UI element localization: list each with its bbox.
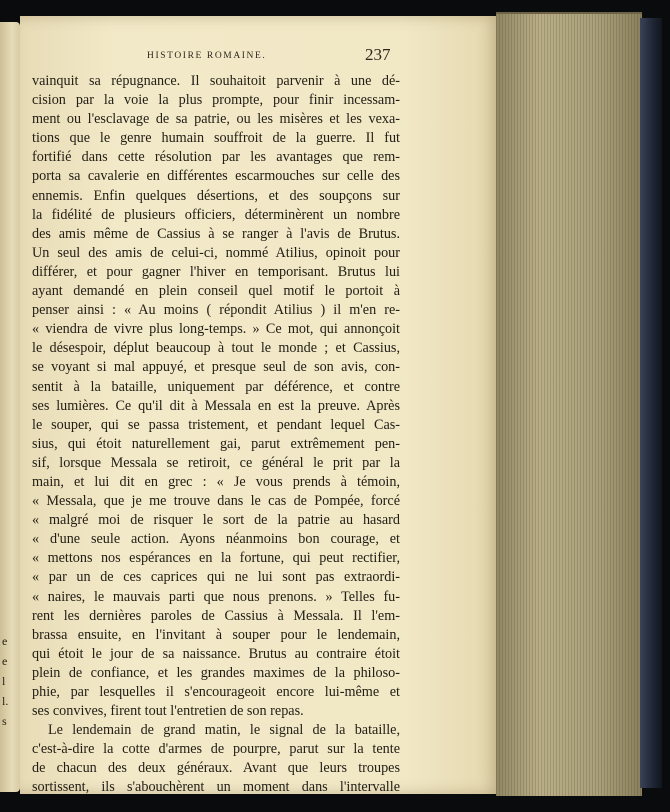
text-line: cision par la voie la plus prompte, pour finir incessam- <box>32 92 400 109</box>
text-line: rent les dernières paroles de Cassius à Messala. Il l'em- <box>32 607 400 624</box>
text-line: Un seul des amis de celui-ci, nommé Atilius, opinoit pour <box>32 244 400 261</box>
text-line: sentit à la bataille, uniquement par déférence, et contre <box>32 378 400 395</box>
text-line: tions que le genre humain souffroit de la guerre. Il fut <box>32 130 400 147</box>
previous-page-fragment: l. <box>2 694 9 708</box>
text-line: penser ainsi : « Au moins ( répondit Atilius ) il m'en re- <box>32 302 400 319</box>
text-line: phie, par lesquelles il s'encourageoit encore lui-même et <box>32 684 400 700</box>
text-line: ment ou l'esclavage de sa patrie, ou les misères et les vexa- <box>32 111 400 128</box>
previous-page-fragment: e <box>2 654 8 668</box>
text-line: c'est-à-dire la cotte d'armes de pourpre, parut sur la tente <box>32 741 400 758</box>
text-line: « naires, le mauvais parti que nous prenons. » Telles fu- <box>32 588 400 605</box>
text-line: ses convives, firent tout l'entretien de son repas. <box>32 703 304 720</box>
text-line: fortifié dans cette résolution par les avantages que rem- <box>32 149 400 166</box>
text-line: sif, lorsque Messala se retiroit, ce général le prit par la <box>32 454 400 471</box>
text-line: qui étoit le jour de sa naissance. Brutus au contraire étoit <box>32 645 400 662</box>
book-cover-edge <box>640 18 662 788</box>
text-line: ennemis. Enfin quelques désertions, et des soupçons sur <box>32 187 400 204</box>
text-line: le désespoir, déplut beaucoup à tout le monde ; et Cassius, <box>32 340 400 357</box>
text-line: différer, et pour gagner l'hiver en temporisant. Brutus lui <box>32 263 400 280</box>
body-text <box>32 72 400 798</box>
text-line: « par un de ces caprices qui ne lui sont pas extraordi- <box>32 569 400 586</box>
text-line: plein de confiance, et les grandes maximes de la philoso- <box>32 664 400 681</box>
text-line: sortissent, ils s'abouchèrent un moment dans l'intervalle <box>32 779 400 796</box>
text-line: Le lendemain de grand matin, le signal de la bataille, <box>48 722 400 739</box>
text-line: vainquit sa répugnance. Il souhaitoit parvenir à une dé- <box>32 73 400 89</box>
page-number: 237 <box>365 45 391 64</box>
text-line: de chacun des deux généraux. Avant que leurs troupes <box>32 760 400 777</box>
text-line: sius, qui étoit naturellement gai, parut extrêmement pen- <box>32 435 400 452</box>
text-line: « viendra de vivre plus long-temps. » Ce mot, qui annonçoit <box>32 321 400 338</box>
text-line: des amis même de Cassius à se ranger à l'avis de Brutus. <box>32 225 400 242</box>
previous-page-fragment: s <box>2 714 7 728</box>
text-line: la fidélité de plusieurs officiers, déterminèrent un nombre <box>32 206 400 223</box>
previous-page-fragment: e <box>2 634 8 648</box>
text-line: ayant demandé en plein conseil quel motif le portoit à <box>32 283 400 300</box>
previous-page-fragment: l <box>2 674 6 688</box>
page-header <box>20 45 500 69</box>
text-line: main, et lui dit en grec : « Je vous prends à témoin, <box>32 473 400 490</box>
text-line: « malgré moi de risquer le sort de la patrie au hasard <box>32 512 400 529</box>
text-line: ses lumières. Ce qu'il dit à Messala en est la preuve. Après <box>32 397 400 414</box>
text-line: « d'une seule action. Ayons néanmoins bon courage, et <box>32 531 400 548</box>
page-block-edge <box>496 12 642 796</box>
running-head: HISTOIRE ROMAINE. <box>147 51 267 61</box>
text-line: brassa ensuite, en l'invitant à souper pour le lendemain, <box>32 626 400 643</box>
text-line: « mettons nos espérances en la fortune, qui peut rectifier, <box>32 550 400 567</box>
book-page <box>20 16 500 794</box>
text-line: se voyant si mal appuyé, et presque seul de son avis, con- <box>32 359 400 376</box>
previous-page-edge <box>0 22 20 792</box>
text-line: le souper, qui se passa tristement, et pendant lequel Cas- <box>32 416 400 433</box>
text-line: « Messala, que je me trouve dans le cas de Pompée, forcé <box>32 493 400 510</box>
text-line: porta sa cavalerie en différentes escarmouches sur celle des <box>32 168 400 185</box>
